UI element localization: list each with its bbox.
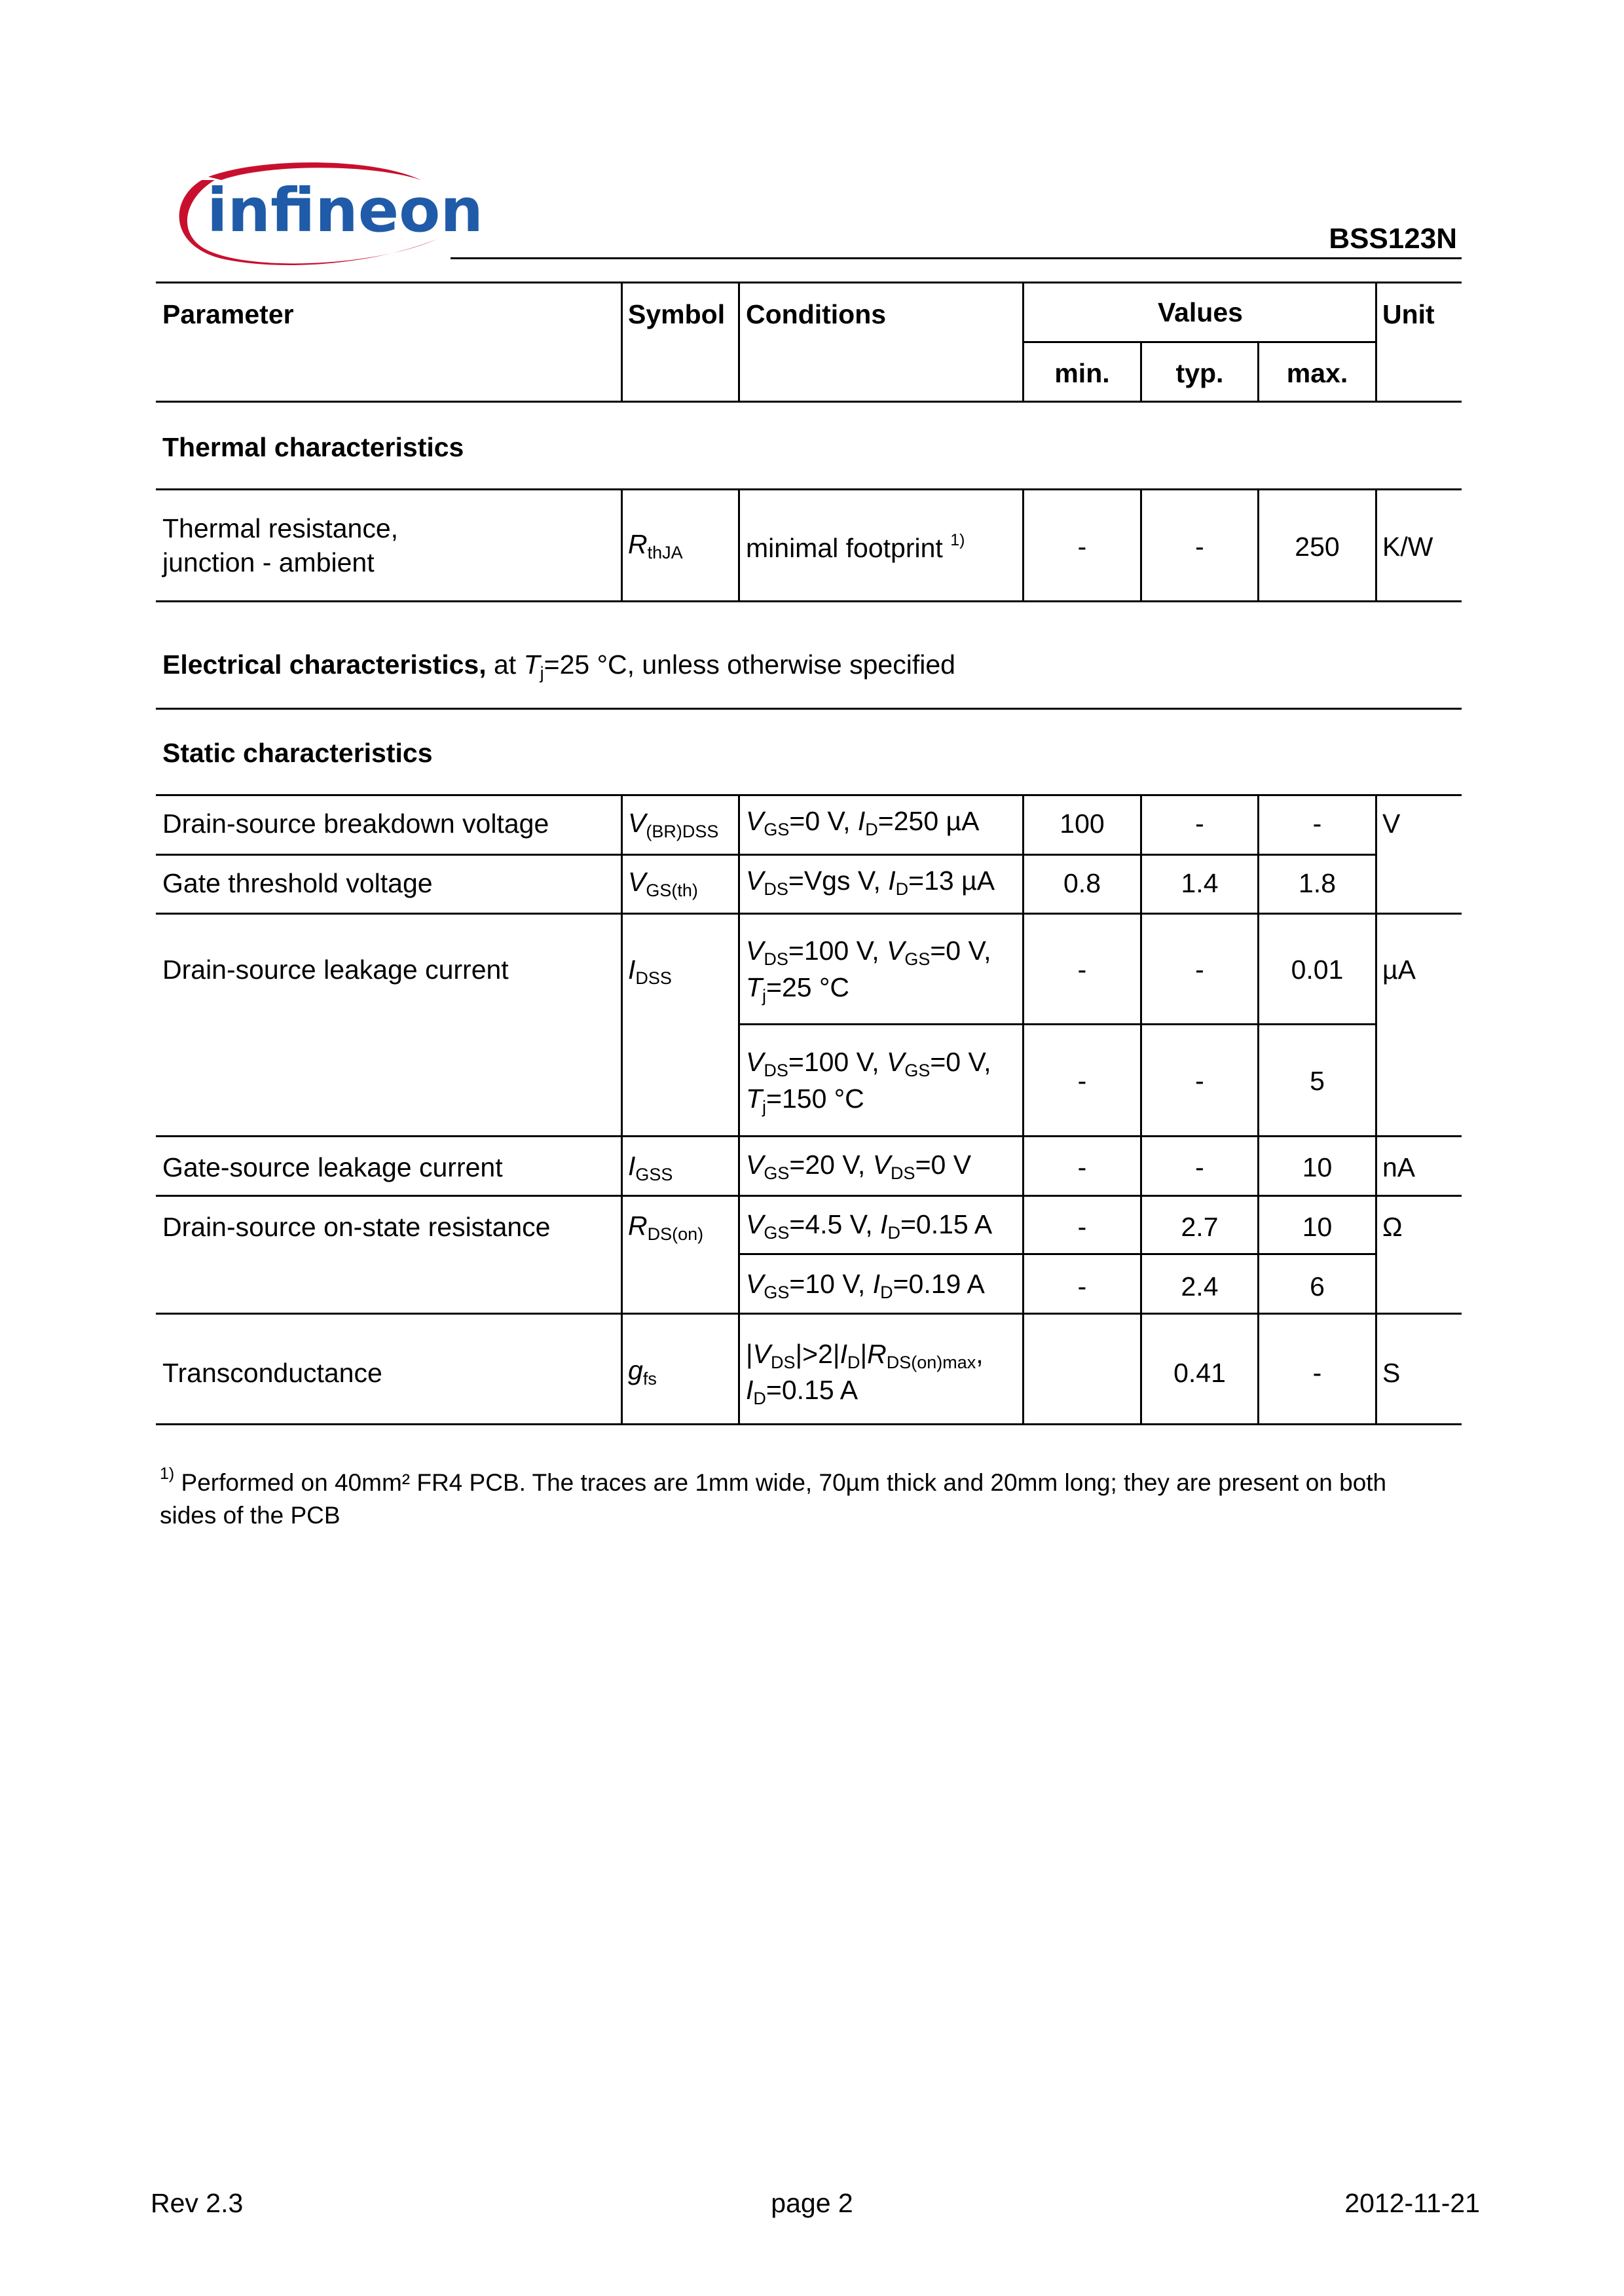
row-rule: [156, 854, 1375, 856]
table-bottom-rule: [156, 1423, 1462, 1425]
symbol-transconductance: $g_{fs}$: [628, 1355, 657, 1389]
condition-on-resistance-4v5: $V_{GS}=4.5$ V, $I_D=0.15$ A: [746, 1209, 993, 1243]
header-max: max.: [1286, 358, 1348, 388]
max-on-resistance-4v5: 10: [1302, 1212, 1333, 1242]
thermal-bottom-rule: [156, 600, 1462, 602]
thermal-min: -: [1077, 532, 1087, 562]
header-rule: [451, 257, 1462, 259]
static-section-title: Static characteristics: [162, 738, 433, 768]
col-divider: [621, 794, 623, 1425]
condition-on-resistance-10v: $V_{GS}=10$ V, $I_D=0.19$ A: [746, 1269, 985, 1302]
condition-transconductance-line2: $I_D=0.15$ A: [746, 1375, 858, 1408]
param-breakdown-voltage: Drain-source breakdown voltage: [162, 809, 549, 839]
param-leakage-current: Drain-source leakage current: [162, 955, 509, 985]
condition-leakage-25c-line1: $V_{DS}=100$ V, $V_{GS}=0$ V,: [746, 936, 991, 969]
typ-leakage-25c: -: [1195, 955, 1204, 985]
col-divider: [738, 282, 740, 403]
table-top-rule: [156, 282, 1462, 283]
symbol-gate-leakage: $I_{GSS}$: [628, 1151, 673, 1184]
param-threshold-voltage: Gate threshold voltage: [162, 868, 433, 898]
max-transconductance: -: [1312, 1358, 1322, 1388]
thermal-top-rule: [156, 488, 1462, 490]
col-divider: [621, 282, 623, 403]
condition-threshold-voltage: $V_{DS}=Vgs$ V, $I_D=13$ µA: [746, 866, 995, 899]
min-on-resistance-4v5: -: [1077, 1212, 1087, 1242]
footnote-line2: sides of the PCB: [160, 1502, 341, 1529]
footnote-ref: 1): [950, 531, 965, 549]
param-on-resistance: Drain-source on-state resistance: [162, 1212, 551, 1242]
thermal-condition: minimal footprint $^{1)}$: [746, 531, 965, 563]
typ-transconductance: 0.41: [1173, 1358, 1226, 1388]
values-subheader-rule: [1022, 341, 1376, 343]
row-rule: [156, 794, 1462, 796]
symbol-threshold-voltage: $V_{GS(th)}$: [628, 867, 698, 900]
max-leakage-150c: 5: [1310, 1066, 1325, 1096]
typ-on-resistance-4v5: 2.7: [1181, 1212, 1219, 1242]
header-min: min.: [1054, 358, 1110, 388]
electrical-section-title: Electrical characteristics, at $T_j=25$ °C, unless otherwise specified: [162, 649, 955, 683]
typ-threshold-voltage: 1.4: [1181, 868, 1219, 898]
min-gate-leakage: -: [1077, 1152, 1087, 1182]
condition-transconductance-line1: $|V_{DS}|>2|I_D|R_{DS(on)max}$,: [746, 1339, 984, 1372]
col-divider: [621, 488, 623, 602]
header-parameter: Parameter: [162, 299, 294, 329]
row-rule: [738, 1023, 1376, 1025]
unit-nanoamp: nA: [1382, 1152, 1416, 1182]
header-symbol: Symbol: [628, 299, 726, 329]
thermal-param-line1: Thermal resistance,: [162, 513, 399, 543]
min-leakage-150c: -: [1077, 1066, 1087, 1096]
max-gate-leakage: 10: [1302, 1152, 1333, 1182]
unit-ohm: Ω: [1382, 1212, 1403, 1242]
max-leakage-25c: 0.01: [1291, 955, 1344, 985]
param-gate-leakage: Gate-source leakage current: [162, 1152, 503, 1182]
electrical-rule: [156, 708, 1462, 710]
infineon-logo: [162, 154, 483, 272]
header-values: Values: [1158, 297, 1243, 327]
logo-wordmark: infineon: [207, 175, 483, 246]
logo-swoosh-icon: [162, 154, 483, 272]
unit-microamp: µA: [1382, 955, 1416, 985]
max-on-resistance-10v: 6: [1310, 1271, 1325, 1302]
footer-revision: Rev 2.3: [151, 2188, 244, 2218]
thermal-section-title: Thermal characteristics: [162, 432, 464, 462]
typ-gate-leakage: -: [1195, 1152, 1204, 1182]
condition-leakage-25c-line2: $T_j=25$ °C: [746, 972, 849, 1006]
thermal-unit: K/W: [1382, 532, 1433, 562]
symbol-on-resistance: $R_{DS(on)}$: [628, 1211, 704, 1244]
row-rule: [156, 1313, 1462, 1315]
max-breakdown-voltage: -: [1312, 809, 1322, 839]
max-threshold-voltage: 1.8: [1299, 868, 1336, 898]
min-threshold-voltage: 0.8: [1063, 868, 1101, 898]
footnote-line1: $^{1)}$ Performed on 40mm² FR4 PCB. The traces are 1mm wide, 70µm thick and 20mm long; they are present on both: [160, 1465, 1387, 1496]
min-on-resistance-10v: -: [1077, 1271, 1087, 1302]
row-rule: [156, 1135, 1462, 1137]
header-conditions: Conditions: [746, 299, 887, 329]
thermal-max: 250: [1295, 532, 1340, 562]
row-rule: [156, 1195, 1462, 1197]
param-transconductance: Transconductance: [162, 1358, 382, 1388]
min-breakdown-voltage: 100: [1060, 809, 1105, 839]
header-typ: typ.: [1175, 358, 1224, 388]
thermal-symbol: $R_{thJA}$: [628, 529, 683, 562]
header-unit: Unit: [1382, 299, 1435, 329]
typ-breakdown-voltage: -: [1195, 809, 1204, 839]
col-divider: [738, 488, 740, 602]
col-divider: [1375, 794, 1377, 1425]
footer-page-number: page 2: [771, 2188, 853, 2218]
thermal-typ: -: [1195, 532, 1204, 562]
typ-on-resistance-10v: 2.4: [1181, 1271, 1219, 1302]
typ-leakage-150c: -: [1195, 1066, 1204, 1096]
footer-date: 2012-11-21: [1344, 2188, 1480, 2218]
unit-volt: V: [1382, 809, 1401, 839]
condition-breakdown-voltage: $V_{GS}=0$ V, $I_D=250$ µA: [746, 806, 980, 839]
row-rule: [738, 1253, 1376, 1255]
condition-leakage-150c-line2: $T_j=150$ °C: [746, 1084, 864, 1117]
unit-siemens: S: [1382, 1358, 1401, 1388]
symbol-leakage-current: $I_{DSS}$: [628, 955, 672, 988]
part-number: BSS123N: [1329, 223, 1457, 255]
thermal-param-line2: junction - ambient: [162, 547, 375, 577]
min-leakage-25c: -: [1077, 955, 1087, 985]
row-rule: [156, 913, 1462, 915]
col-divider: [1375, 488, 1377, 602]
col-divider: [738, 794, 740, 1425]
condition-gate-leakage: $V_{GS}=20$ V, $V_{DS}=0$ V: [746, 1150, 972, 1183]
table-header-bottom-rule: [156, 401, 1462, 403]
condition-leakage-150c-line1: $V_{DS}=100$ V, $V_{GS}=0$ V,: [746, 1047, 991, 1080]
symbol-breakdown-voltage: $V_{(BR)DSS}$: [628, 808, 719, 841]
